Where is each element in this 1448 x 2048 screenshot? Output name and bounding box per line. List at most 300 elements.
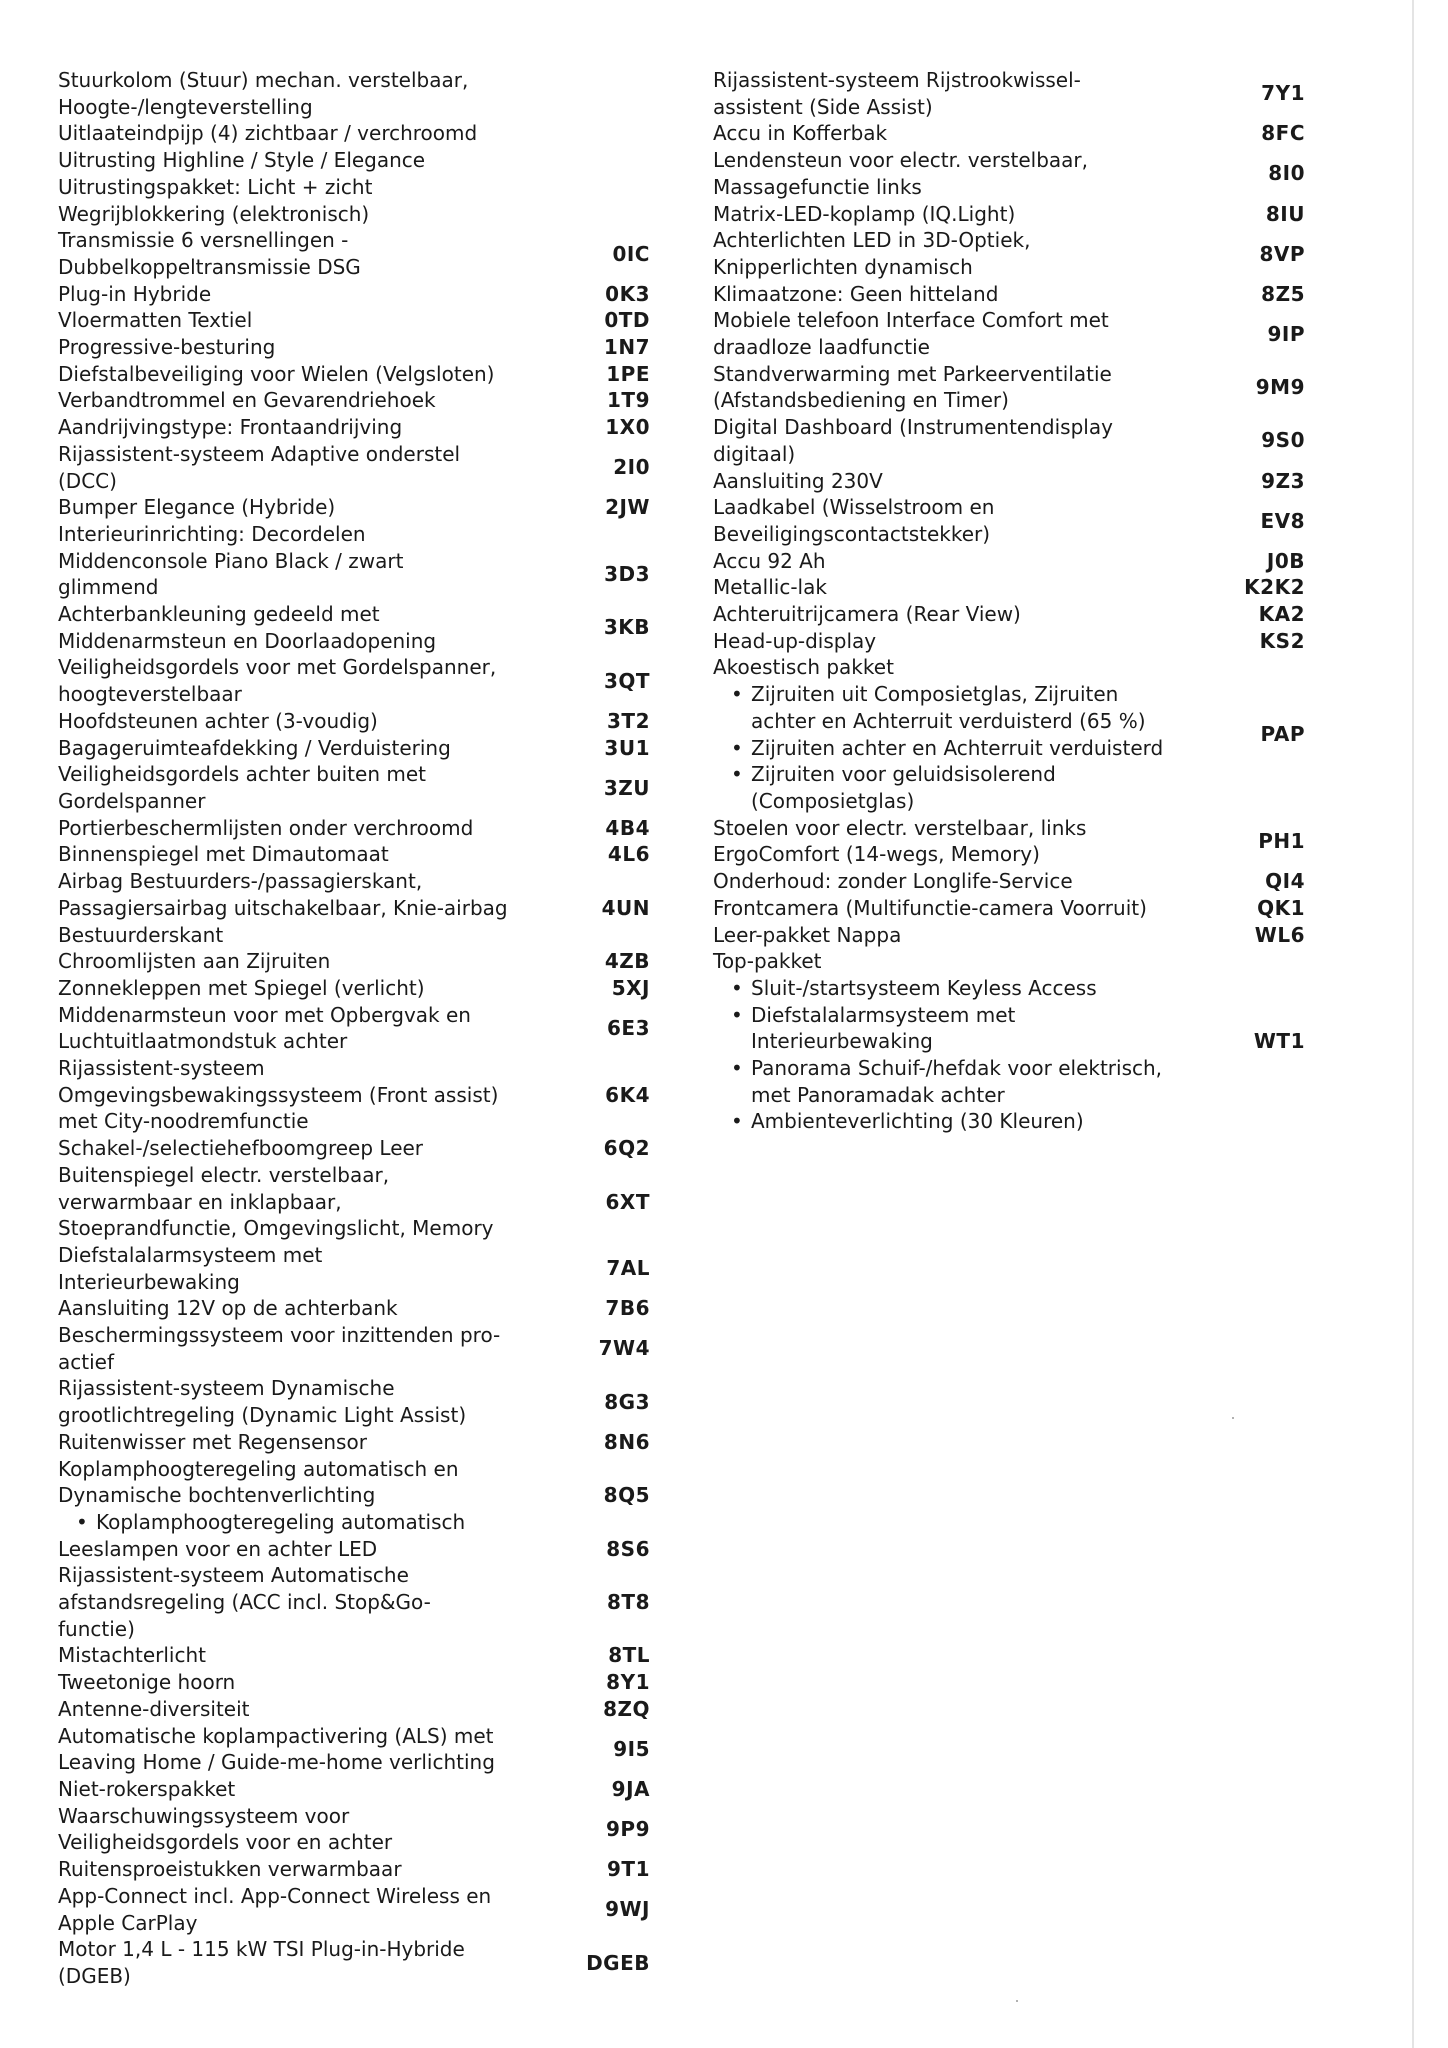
option-row (58, 1669, 690, 1696)
option-description (713, 868, 1195, 895)
option-description-line: Dynamische bochtenverlichting (58, 1483, 376, 1508)
option-row (58, 67, 690, 120)
option-description (58, 1162, 540, 1242)
option-description-line: Beveiligingscontactstekker) (713, 521, 991, 546)
option-description (713, 815, 1195, 868)
option-description (58, 1883, 540, 1936)
option-code: 2I0 (613, 455, 650, 480)
option-description-line: Middenconsole Piano Black / zwart (58, 548, 404, 573)
option-code: 4ZB (604, 949, 650, 974)
option-description-line: Zonnekleppen met Spiegel (verlicht) (58, 975, 425, 1000)
option-sub-item: • Panorama Schuif-/hefdak voor elektrisch, met Panoramadak achter (725, 1055, 1183, 1108)
option-description (58, 227, 540, 280)
option-row (58, 1162, 690, 1242)
option-row (58, 1055, 690, 1135)
option-row (58, 1375, 690, 1428)
option-code: 9M9 (1255, 375, 1305, 400)
option-description (58, 201, 540, 228)
option-description-line: Metallic-lak (713, 575, 827, 600)
option-code: J0B (1266, 548, 1305, 573)
option-description-line: Akoestisch pakket (713, 655, 894, 680)
option-code: 9T1 (607, 1857, 650, 1882)
option-row (58, 334, 690, 361)
option-row (58, 1456, 690, 1536)
option-code: 3T2 (607, 708, 650, 733)
option-description-line: Niet-rokerspakket (58, 1777, 236, 1801)
option-code: 9P9 (606, 1817, 650, 1842)
option-description-line: Diefstalbeveiliging voor Wielen (Velgsloten) (58, 361, 495, 386)
option-row (58, 494, 690, 521)
option-sub-item: • Koplamphoogteregeling automatisch (70, 1509, 528, 1536)
option-description-line: Knipperlichten dynamisch (713, 254, 973, 279)
option-code: 8FC (1261, 121, 1305, 146)
option-sub-item: • Zijruiten voor geluidsisolerend (Composietglas) (725, 761, 1183, 814)
option-code: 8Y1 (606, 1670, 650, 1695)
option-description-line: met City-noodremfunctie (58, 1109, 309, 1134)
option-description-line: Plug-in Hybride (58, 281, 212, 306)
option-code: EV8 (1260, 508, 1305, 533)
option-description-line: Motor 1,4 L - 115 kW TSI Plug-in-Hybride (58, 1937, 465, 1962)
option-code: 8I0 (1268, 161, 1305, 186)
option-code: 3U1 (604, 735, 650, 760)
scan-edge-line (1412, 0, 1414, 2048)
option-description (58, 1242, 540, 1295)
option-description-line: (DGEB) (58, 1963, 131, 1988)
option-code: 7AL (606, 1256, 650, 1281)
option-description (58, 761, 540, 814)
option-description-line: Luchtuitlaatmondstuk achter (58, 1029, 348, 1054)
option-code: WT1 (1253, 1029, 1305, 1054)
option-description-line: Omgevingsbewakingssysteem (Front assist) (58, 1082, 499, 1107)
option-row (58, 1295, 690, 1322)
option-description-line: grootlichtregeling (Dynamic Light Assist) (58, 1403, 467, 1428)
option-description (58, 281, 540, 308)
option-code: 8IU (1265, 201, 1305, 226)
option-description-line: Portierbeschermlijsten onder verchroomd (58, 815, 474, 840)
option-code: 3ZU (603, 775, 650, 800)
option-description (58, 414, 540, 441)
option-description-line: Koplamphoogteregeling automatisch en (58, 1456, 459, 1481)
option-description (58, 307, 540, 334)
option-code: 3KB (603, 615, 650, 640)
option-description-line: digitaal) (713, 441, 796, 466)
option-sub-list (713, 681, 1183, 815)
option-description-line: Matrix-LED-koplamp (IQ.Light) (713, 201, 1016, 226)
options-right-column (713, 67, 1345, 1135)
option-row (713, 868, 1345, 895)
option-code: 7Y1 (1261, 81, 1305, 106)
option-code: 8S6 (606, 1536, 650, 1561)
option-description-line: Veiligheidsgordels achter buiten met (58, 762, 426, 787)
option-description (713, 120, 1195, 147)
option-code: 6E3 (607, 1015, 650, 1040)
option-code: 0K3 (605, 281, 650, 306)
option-row (58, 1776, 690, 1803)
option-description (58, 1696, 540, 1723)
option-description (58, 1776, 540, 1803)
option-code: KS2 (1259, 628, 1305, 653)
option-description-line: Onderhoud: zonder Longlife-Service (713, 869, 1073, 894)
option-description (58, 1536, 540, 1563)
option-description-line: Chroomlijsten aan Zijruiten (58, 949, 331, 974)
option-description-line: Schakel-/selectiehefboomgreep Leer (58, 1136, 424, 1161)
option-code: 9Z3 (1261, 468, 1305, 493)
option-description-line: Interieurbewaking (58, 1269, 240, 1294)
option-description (713, 654, 1195, 814)
option-row (713, 922, 1345, 949)
option-code: 3QT (603, 668, 650, 693)
option-description (713, 307, 1195, 360)
option-row (58, 841, 690, 868)
option-description-line: Stoeprandfunctie, Omgevingslicht, Memory (58, 1216, 494, 1241)
option-description-line: Middenarmsteun en Doorlaadopening (58, 628, 437, 653)
option-code: 7W4 (598, 1336, 650, 1361)
option-code: 4UN (601, 895, 650, 920)
option-row (58, 147, 690, 174)
option-row (58, 654, 690, 707)
option-code: PAP (1260, 722, 1305, 747)
option-description (58, 1642, 540, 1669)
option-code: 8Z5 (1261, 281, 1305, 306)
option-code: 7B6 (605, 1296, 650, 1321)
option-description (713, 574, 1195, 601)
option-row (58, 1723, 690, 1776)
option-description (58, 1135, 540, 1162)
option-row (58, 281, 690, 308)
option-row (713, 227, 1345, 280)
option-description-line: Leaving Home / Guide-me-home verlichting (58, 1750, 495, 1775)
option-description-line: (Afstandsbediening en Timer) (713, 388, 1009, 413)
option-description-line: Rijassistent-systeem (58, 1056, 265, 1081)
option-description (713, 147, 1195, 200)
option-description (713, 281, 1195, 308)
option-row (58, 1242, 690, 1295)
option-code: 4B4 (605, 815, 650, 840)
option-description-line: actief (58, 1349, 114, 1374)
option-description (58, 1429, 540, 1456)
option-row (58, 227, 690, 280)
option-code: 8TL (608, 1643, 650, 1668)
option-description (58, 815, 540, 842)
option-description-line: Bumper Elegance (Hybride) (58, 495, 336, 520)
option-row (58, 441, 690, 494)
option-description-line: Rijassistent-systeem Dynamische (58, 1376, 395, 1401)
option-row (713, 120, 1345, 147)
option-description (713, 468, 1195, 495)
option-description (58, 147, 540, 174)
option-description (58, 1295, 540, 1322)
option-description (58, 1055, 540, 1135)
option-row (713, 548, 1345, 575)
option-description-line: Achteruitrijcamera (Rear View) (713, 602, 1021, 627)
option-description (58, 708, 540, 735)
option-sub-item: • Ambienteverlichting (30 Kleuren) (725, 1108, 1183, 1135)
option-code: QI4 (1265, 869, 1305, 894)
option-description-line: Antenne-diversiteit (58, 1696, 250, 1721)
option-description (713, 948, 1195, 1135)
option-description-line: Hoogte-/lengteverstelling (58, 94, 313, 119)
option-code: 9IP (1267, 321, 1305, 346)
option-description-line: Beschermingssysteem voor inzittenden pro- (58, 1323, 501, 1348)
option-code: 6K4 (605, 1082, 650, 1107)
option-code: 1PE (606, 361, 650, 386)
option-description-line: Leeslampen voor en achter LED (58, 1536, 378, 1561)
option-sub-list (713, 975, 1183, 1135)
option-row (713, 574, 1345, 601)
option-code: 1X0 (605, 415, 650, 440)
option-row (58, 201, 690, 228)
option-code: 0TD (604, 308, 650, 333)
option-description (58, 948, 540, 975)
option-row (58, 1322, 690, 1375)
option-code: 9WJ (605, 1897, 650, 1922)
option-description-line: Uitlaateindpijp (4) zichtbaar / verchroomd (58, 121, 478, 146)
option-description (58, 441, 540, 494)
option-description-line: Middenarmsteun voor met Opbergvak en (58, 1002, 471, 1027)
option-description (713, 922, 1195, 949)
option-description (713, 548, 1195, 575)
option-sub-item: • Sluit-/startsysteem Keyless Access (725, 975, 1183, 1002)
option-row (713, 815, 1345, 868)
option-description (58, 548, 540, 601)
option-description-line: Dubbelkoppeltransmissie DSG (58, 254, 361, 279)
option-description-line: Uitrusting Highline / Style / Elegance (58, 148, 426, 173)
option-description-line: Rijassistent-systeem Adaptive onderstel (58, 441, 461, 466)
option-description (713, 494, 1195, 547)
option-description (58, 1803, 540, 1856)
option-row (713, 307, 1345, 360)
option-row (58, 761, 690, 814)
option-description (713, 895, 1195, 922)
option-row (713, 468, 1345, 495)
option-row (58, 1883, 690, 1936)
option-row (58, 1536, 690, 1563)
option-description-line: Rijassistent-systeem Automatische (58, 1563, 409, 1588)
option-row (58, 1562, 690, 1642)
option-description-line: Bagageruimteafdekking / Verduistering (58, 735, 451, 760)
option-row (58, 868, 690, 948)
option-description (713, 227, 1195, 280)
option-code: PH1 (1258, 829, 1305, 854)
option-row (58, 307, 690, 334)
option-row (58, 1135, 690, 1162)
option-description-line: Head-up-display (713, 628, 877, 653)
option-description-line: Massagefunctie links (713, 174, 922, 199)
option-description-line: Klimaatzone: Geen hitteland (713, 281, 999, 306)
option-code: 4L6 (607, 842, 650, 867)
option-row (58, 1803, 690, 1856)
option-description (58, 494, 540, 521)
option-row (713, 147, 1345, 200)
option-row (58, 361, 690, 388)
option-row (58, 735, 690, 762)
option-description (58, 1936, 540, 1989)
scan-speck (1016, 2000, 1018, 2002)
option-row (58, 521, 690, 548)
option-description-line: Veiligheidsgordels voor en achter (58, 1830, 393, 1855)
option-row (713, 281, 1345, 308)
option-description-line: App-Connect incl. App-Connect Wireless en (58, 1883, 492, 1908)
option-description-line: draadloze laadfunctie (713, 335, 930, 360)
option-description-line: Leer-pakket Nappa (713, 922, 902, 947)
scan-speck (1232, 1417, 1234, 1419)
option-row (58, 815, 690, 842)
option-row (713, 948, 1345, 1135)
option-description (58, 1375, 540, 1428)
option-description-line: Apple CarPlay (58, 1910, 198, 1935)
option-code: 5XJ (611, 975, 650, 1000)
option-row (58, 975, 690, 1002)
option-description-line: Aansluiting 230V (713, 468, 883, 493)
option-description-line: assistent (Side Assist) (713, 94, 933, 119)
option-description-line: Aandrijvingstype: Frontaandrijving (58, 415, 403, 440)
option-description (713, 628, 1195, 655)
option-row (713, 67, 1345, 120)
option-description-line: Top-pakket (713, 949, 822, 974)
option-description (713, 67, 1195, 120)
option-description (58, 1562, 540, 1642)
option-description-line: Bestuurderskant (58, 922, 224, 947)
option-code: 9I5 (613, 1736, 650, 1761)
option-row (713, 201, 1345, 228)
option-row (713, 601, 1345, 628)
option-description-line: Digital Dashboard (Instrumentendisplay (713, 415, 1113, 440)
option-description (58, 868, 540, 948)
option-sub-item: • Zijruiten uit Composietglas, Zijruiten achter en Achterruit verduisterd (65 %) (725, 681, 1183, 734)
option-row (58, 708, 690, 735)
option-code: 8G3 (604, 1389, 650, 1414)
option-description-line: Rijassistent-systeem Rijstrookwissel- (713, 68, 1081, 92)
option-description-line: verwarmbaar en inklapbaar, (58, 1189, 342, 1214)
option-code: 8N6 (603, 1429, 650, 1454)
option-code: 1N7 (603, 335, 650, 360)
option-code: 6Q2 (603, 1136, 650, 1161)
option-row (58, 414, 690, 441)
option-code: 9JA (611, 1777, 650, 1801)
option-description (58, 521, 540, 548)
option-row (58, 387, 690, 414)
option-description (58, 174, 540, 201)
option-description (713, 201, 1195, 228)
option-row (58, 1002, 690, 1055)
option-description-line: Mistachterlicht (58, 1643, 206, 1668)
option-code: KA2 (1258, 602, 1305, 627)
option-code: 8Q5 (603, 1483, 650, 1508)
option-description-line: Hoofdsteunen achter (3-voudig) (58, 708, 378, 733)
option-code: K2K2 (1244, 575, 1305, 600)
option-row (58, 1936, 690, 1989)
option-description-line: Passagiersairbag uitschakelbaar, Knie-airbag (58, 895, 508, 920)
option-description-line: Verbandtrommel en Gevarendriehoek (58, 388, 436, 413)
option-description-line: Ruitensproeistukken verwarmbaar (58, 1857, 402, 1882)
option-description (58, 67, 540, 120)
option-description (58, 120, 540, 147)
option-description-line: Stoelen voor electr. verstelbaar, links (713, 815, 1087, 840)
option-description (58, 334, 540, 361)
option-sub-item: • Diefstalalarmsysteem met Interieurbewaking (725, 1002, 1183, 1055)
option-description (58, 387, 540, 414)
option-description (58, 654, 540, 707)
option-description (58, 975, 540, 1002)
option-row (58, 548, 690, 601)
option-description-line: Waarschuwingssysteem voor (58, 1803, 350, 1828)
option-code: 6XT (605, 1189, 650, 1214)
option-description-line: Tweetonige hoorn (58, 1670, 236, 1695)
option-row (58, 174, 690, 201)
option-description-line: Accu 92 Ah (713, 548, 826, 573)
option-description (58, 735, 540, 762)
option-description-line: Veiligheidsgordels voor met Gordelspanner, (58, 655, 497, 680)
option-description (713, 414, 1195, 467)
option-description (58, 1002, 540, 1055)
option-description (58, 841, 540, 868)
option-row (713, 361, 1345, 414)
option-row (58, 120, 690, 147)
option-description-line: Frontcamera (Multifunctie-camera Voorruit) (713, 895, 1147, 920)
option-description-line: Diefstalalarmsysteem met (58, 1242, 323, 1267)
option-description-line: Achterbankleuning gedeeld met (58, 602, 380, 627)
option-description-line: Binnenspiegel met Dimautomaat (58, 842, 389, 867)
option-description-line: functie) (58, 1616, 135, 1641)
option-description (58, 1669, 540, 1696)
option-code: 2JW (605, 495, 650, 520)
option-description-line: Accu in Kofferbak (713, 121, 888, 146)
option-row (713, 895, 1345, 922)
option-description-line: Aansluiting 12V op de achterbank (58, 1296, 398, 1321)
option-code: 0IC (612, 241, 650, 266)
option-code: 8T8 (607, 1590, 650, 1615)
option-description-line: glimmend (58, 575, 159, 600)
option-code: QK1 (1257, 895, 1305, 920)
option-code: WL6 (1254, 922, 1305, 947)
option-code: 9S0 (1261, 428, 1305, 453)
option-code: DGEB (586, 1950, 650, 1975)
option-row (713, 414, 1345, 467)
option-description-line: Achterlichten LED in 3D-Optiek, (713, 228, 1031, 253)
option-sub-list (58, 1509, 528, 1536)
option-description-line: ErgoComfort (14-wegs, Memory) (713, 842, 1040, 867)
option-row (58, 1429, 690, 1456)
option-description-line: Airbag Bestuurders-/passagierskant, (58, 869, 423, 894)
option-description-line: Buitenspiegel electr. verstelbaar, (58, 1162, 390, 1187)
option-description-line: hoogteverstelbaar (58, 682, 242, 707)
option-description (58, 601, 540, 654)
option-row (58, 601, 690, 654)
option-description-line: Progressive-besturing (58, 335, 276, 360)
option-description-line: afstandsregeling (ACC incl. Stop&Go- (58, 1590, 431, 1615)
option-description-line: Lendensteun voor electr. verstelbaar, (713, 148, 1088, 173)
option-description (713, 361, 1195, 414)
option-description-line: Transmissie 6 versnellingen - (58, 228, 349, 253)
option-row (713, 654, 1345, 814)
option-row (58, 948, 690, 975)
option-description-line: (DCC) (58, 468, 117, 493)
options-left-column (58, 67, 690, 1990)
option-description-line: Laadkabel (Wisselstroom en (713, 495, 995, 520)
option-description (58, 1856, 540, 1883)
option-sub-item: • Zijruiten achter en Achterruit verduisterd (725, 735, 1183, 762)
option-description (713, 601, 1195, 628)
option-description-line: Automatische koplampactivering (ALS) met (58, 1723, 494, 1748)
option-description (58, 1322, 540, 1375)
option-row (58, 1642, 690, 1669)
option-row (713, 494, 1345, 547)
option-description-line: Standverwarming met Parkeerventilatie (713, 361, 1112, 386)
option-description (58, 361, 540, 388)
option-row (58, 1696, 690, 1723)
option-description-line: Gordelspanner (58, 788, 206, 813)
option-description-line: Stuurkolom (Stuur) mechan. verstelbaar, (58, 68, 469, 92)
